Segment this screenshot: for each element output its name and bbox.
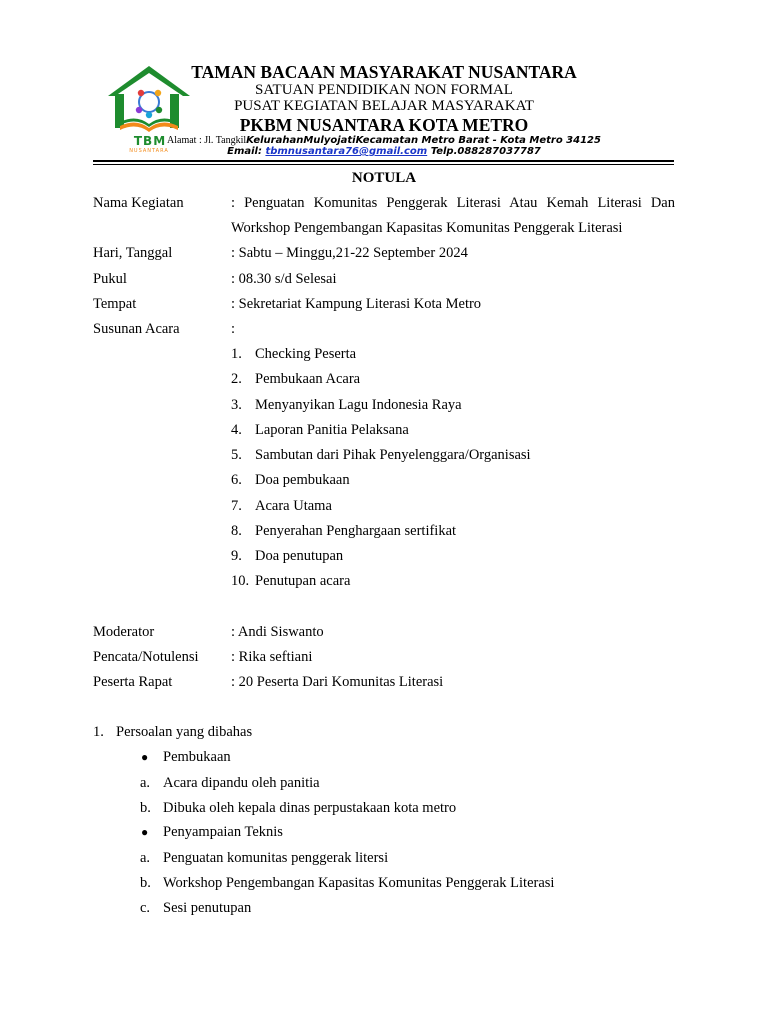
agenda-item: Doa pembukaan	[255, 472, 350, 488]
agenda-item: Laporan Panitia Pelaksana	[255, 422, 409, 438]
agenda-number: 4.	[231, 422, 242, 438]
field-label-notulen: Pencata/Notulensi	[93, 649, 199, 665]
agenda-number: 10.	[231, 573, 250, 589]
field-value-susunan: :	[231, 321, 236, 337]
field-value-hari: : Sabtu – Minggu,21-22 September 2024	[231, 245, 468, 261]
org-subtitle-2: PUSAT KEGIATAN BELAJAR MASYARAKAT	[234, 98, 534, 114]
agenda-number: 7.	[231, 498, 242, 514]
field-value-pukul: : 08.30 s/d Selesai	[231, 271, 337, 287]
bullet-item: Pembukaan	[163, 749, 231, 765]
sub-item: Dibuka oleh kepala dinas perpustakaan kota metro	[163, 800, 457, 816]
agenda-number: 1.	[231, 346, 242, 362]
sub-item: Acara dipandu oleh panitia	[163, 775, 320, 791]
bullet-icon: ●	[141, 825, 149, 839]
header-divider	[93, 160, 674, 162]
agenda-item: Penyerahan Penghargaan sertifikat	[255, 523, 457, 539]
org-subtitle-3: PKBM NUSANTARA KOTA METRO	[239, 115, 529, 135]
logo-text: TBM	[133, 134, 167, 148]
logo-subtext: NUSANTARA	[129, 148, 169, 154]
contact-line	[0, 146, 768, 157]
agenda-item: Sambutan dari Pihak Penyelenggara/Organisasi	[255, 447, 531, 463]
sub-item-letter: b.	[140, 800, 151, 816]
field-value-nama-kegiatan-1: : Penguatan Komunitas Penggerak Literasi Atau Kemah Literasi Dan	[231, 195, 675, 211]
sub-item: Sesi penutupan	[163, 900, 252, 916]
header-divider-thin	[93, 164, 674, 165]
agenda-number: 6.	[231, 472, 242, 488]
address-prefix: Alamat : Jl. Tangkil	[167, 135, 247, 146]
agenda-item: Menyanyikan Lagu Indonesia Raya	[255, 397, 462, 413]
sub-item-letter: a.	[140, 850, 151, 866]
section-heading: Persoalan yang dibahas	[116, 724, 253, 740]
sub-item: Workshop Pengembangan Kapasitas Komunitas Penggerak Literasi	[163, 875, 555, 891]
sub-item-letter: b.	[140, 875, 151, 891]
agenda-number: 5.	[231, 447, 242, 463]
field-label-susunan: Susunan Acara	[93, 321, 180, 337]
email-link[interactable]: tbmnusantara76@gmail.com	[265, 146, 428, 157]
address-line	[0, 135, 768, 146]
field-value-notulen: : Rika seftiani	[231, 649, 313, 665]
address-rest: KelurahanMulyojatiKecamatan Metro Barat - Kota Metro 34125	[246, 135, 601, 146]
field-label-peserta: Peserta Rapat	[93, 674, 173, 690]
field-value-peserta: : 20 Peserta Dari Komunitas Literasi	[231, 674, 444, 690]
agenda-item: Checking Peserta	[255, 346, 357, 362]
field-label-hari: Hari, Tanggal	[93, 245, 173, 261]
agenda-number: 8.	[231, 523, 242, 539]
field-label-tempat: Tempat	[93, 296, 137, 312]
phone: Telp.088287037787	[430, 146, 541, 157]
agenda-number: 9.	[231, 548, 242, 564]
org-subtitle-1: SATUAN PENDIDIKAN NON FORMAL	[255, 82, 513, 98]
sub-item-letter: a.	[140, 775, 151, 791]
sub-item: Penguatan komunitas penggerak litersi	[163, 850, 389, 866]
field-value-tempat: : Sekretariat Kampung Literasi Kota Metro	[231, 296, 482, 312]
field-value-nama-kegiatan-2: Workshop Pengembangan Kapasitas Komunitas Penggerak Literasi	[231, 220, 623, 236]
agenda-item: Pembukaan Acara	[255, 371, 361, 387]
field-label-pukul: Pukul	[93, 271, 127, 287]
field-value-moderator: : Andi Siswanto	[231, 624, 324, 640]
agenda-number: 2.	[231, 371, 242, 387]
sub-item-letter: c.	[140, 900, 151, 916]
agenda-item: Doa penutupan	[255, 548, 344, 564]
section-number: 1.	[93, 724, 104, 740]
bullet-item: Penyampaian Teknis	[163, 824, 283, 840]
bullet-icon: ●	[141, 750, 149, 764]
agenda-number: 3.	[231, 397, 242, 413]
email-label: Email:	[227, 146, 262, 157]
document-title: NOTULA	[351, 170, 417, 186]
field-label-moderator: Moderator	[93, 624, 155, 640]
field-label-nama-kegiatan: Nama Kegiatan	[93, 195, 184, 211]
agenda-item: Acara Utama	[255, 498, 332, 514]
agenda-item: Penutupan acara	[255, 573, 351, 589]
org-name: TAMAN BACAAN MASYARAKAT NUSANTARA	[191, 62, 577, 82]
